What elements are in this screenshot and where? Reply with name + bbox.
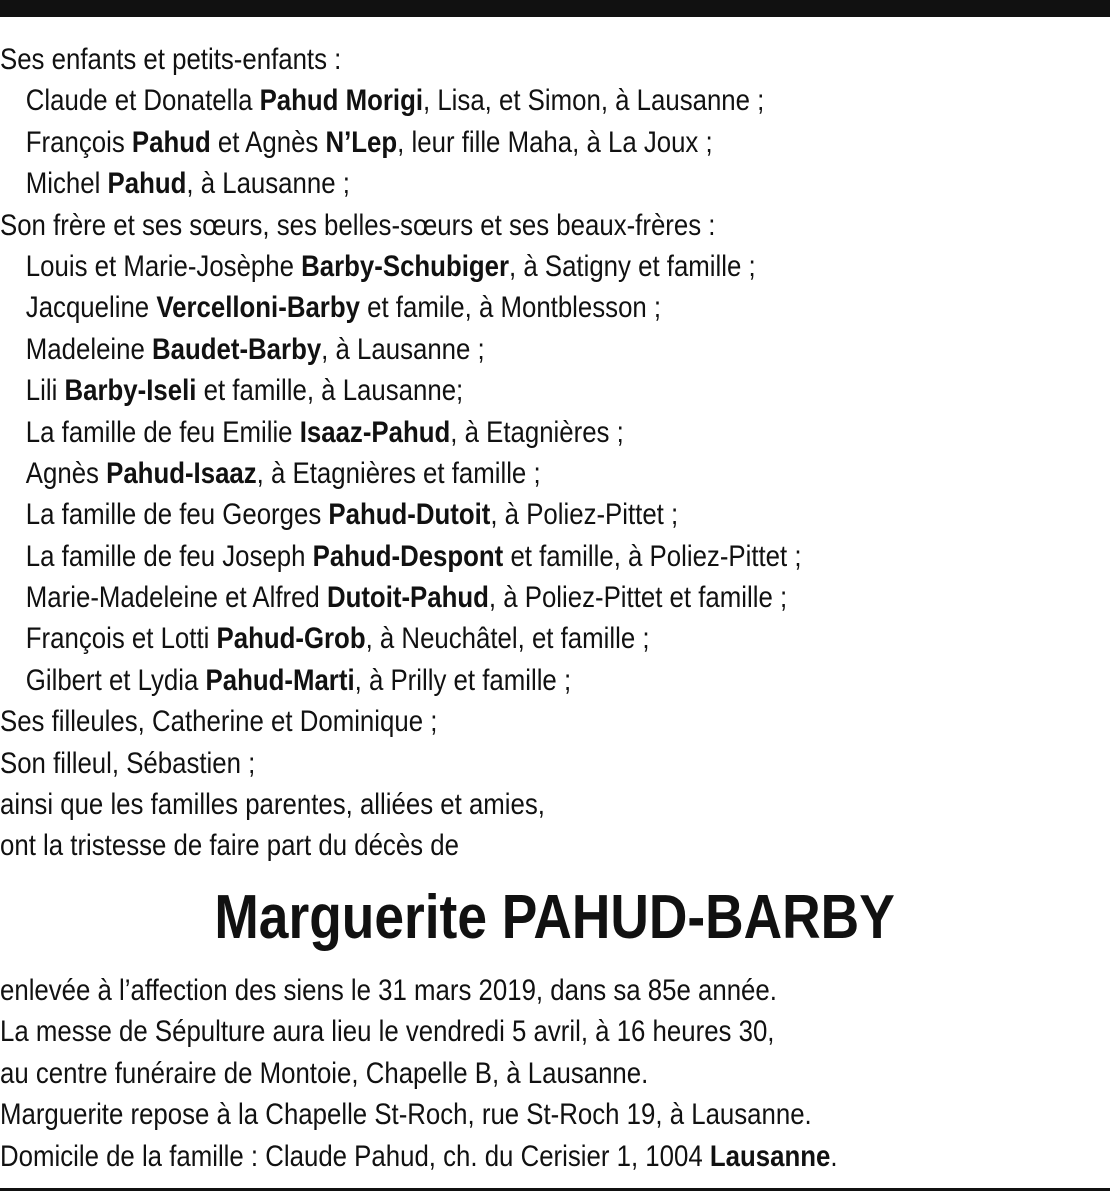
sibling-given-names: La famille de feu Georges — [25, 498, 329, 532]
sibling-given-names: Madeleine — [25, 332, 153, 366]
sibling-given-names: Lili — [25, 374, 65, 408]
child-line — [0, 80, 955, 121]
details-line: Marguerite repose à la Chapelle St-Roch, rue St-Roch 19, à Lausanne. — [0, 1098, 812, 1132]
sibling-given-names: Gilbert et Lydia — [25, 663, 206, 697]
sibling-surname: Pahud-Despont — [312, 539, 504, 573]
sibling-details: , à Etagnières ; — [450, 415, 624, 449]
child-details: , Lisa, et Simon, à Lausanne ; — [422, 84, 765, 118]
goddaughters-line: Ses filleules, Catherine et Dominique ; — [0, 705, 438, 739]
partner-surname: N’Lep — [325, 125, 398, 159]
domicile-line — [0, 1136, 955, 1177]
sibling-line — [0, 412, 955, 453]
children-heading: Ses enfants et petits-enfants : — [0, 43, 342, 76]
child-line — [0, 163, 955, 204]
sibling-details: , à Etagnières et famille ; — [256, 456, 541, 490]
details-line: La messe de Sépulture aura lieu le vendredi 5 avril, à 16 heures 30, — [0, 1015, 775, 1049]
sibling-line — [0, 329, 955, 370]
sibling-details: , à Satigny et famille ; — [509, 249, 756, 283]
sibling-details: , à Neuchâtel, et famille ; — [365, 622, 650, 656]
sibling-surname: Vercelloni-Barby — [156, 291, 360, 325]
child-details: et Agnès — [210, 125, 326, 159]
child-surname: Pahud Morigi — [259, 84, 423, 118]
godson-line: Son filleul, Sébastien ; — [0, 746, 256, 780]
sibling-line — [0, 577, 955, 618]
sibling-surname: Isaaz-Pahud — [299, 415, 451, 449]
sibling-given-names: Jacqueline — [25, 291, 157, 325]
sibling-given-names: Agnès — [25, 456, 107, 490]
funeral-details — [0, 970, 1110, 1177]
sibling-details: et famille, à Lausanne; — [196, 374, 464, 408]
domicile-city: Lausanne — [709, 1139, 831, 1173]
domicile-period: . — [830, 1139, 838, 1173]
siblings-heading: Son frère et ses sœurs, ses belles-sœurs et ses beaux-frères : — [0, 208, 716, 242]
sibling-line — [0, 287, 955, 328]
child-surname: Pahud — [131, 125, 211, 159]
sibling-surname: Pahud-Grob — [216, 622, 366, 656]
sibling-line — [0, 370, 955, 411]
details-line: enlevée à l’affection des siens le 31 mars 2019, dans sa 85e année. — [0, 974, 777, 1007]
sibling-surname: Pahud-Dutoit — [328, 498, 491, 532]
family-list — [0, 39, 1110, 867]
details-line: au centre funéraire de Montoie, Chapelle B, à Lausanne. — [0, 1056, 649, 1090]
sibling-line — [0, 494, 955, 535]
child-given-names: Claude et Donatella — [25, 84, 260, 118]
sibling-surname: Baudet-Barby — [152, 332, 322, 366]
sibling-surname: Pahud-Isaaz — [106, 456, 257, 490]
domicile-address: Domicile de la famille : Claude Pahud, ch. du Cerisier 1, 1004 — [0, 1139, 710, 1173]
sibling-details: et famille, à Poliez-Pittet ; — [503, 539, 802, 573]
announcement-line: ont la tristesse de faire part du décès de — [0, 829, 459, 863]
top-border-rule — [0, 0, 1110, 17]
sibling-surname: Barby-Iseli — [64, 374, 197, 408]
sibling-surname: Dutoit-Pahud — [326, 581, 489, 615]
deceased-name — [0, 878, 1110, 958]
sibling-details: , à Poliez-Pittet et famille ; — [488, 581, 788, 615]
sibling-line — [0, 246, 955, 287]
sibling-details: et famile, à Montblesson ; — [359, 291, 662, 325]
relatives-line: ainsi que les familles parentes, alliées et amies, — [0, 788, 545, 822]
sibling-line — [0, 536, 955, 577]
sibling-line — [0, 453, 955, 494]
bottom-border-rule — [0, 1188, 1110, 1191]
child-given-names: Michel — [25, 167, 108, 201]
sibling-details: , à Lausanne ; — [321, 332, 485, 366]
sibling-surname: Pahud-Marti — [205, 663, 355, 697]
child-details: , leur fille Maha, à La Joux ; — [397, 125, 713, 159]
child-given-names: François — [25, 125, 132, 159]
sibling-given-names: Louis et Marie-Josèphe — [25, 249, 302, 283]
sibling-line — [0, 618, 955, 659]
sibling-given-names: Marie-Madeleine et Alfred — [25, 581, 327, 615]
sibling-details: , à Prilly et famille ; — [354, 663, 572, 697]
child-surname: Pahud — [107, 167, 187, 201]
sibling-surname: Barby-Schubiger — [301, 249, 510, 283]
sibling-given-names: François et Lotti — [25, 622, 217, 656]
sibling-line — [0, 660, 955, 701]
child-details: , à Lausanne ; — [186, 167, 350, 201]
sibling-given-names: La famille de feu Joseph — [25, 539, 313, 573]
child-line — [0, 122, 955, 163]
sibling-given-names: La famille de feu Emilie — [25, 415, 300, 449]
deceased-name-text: Marguerite PAHUD-BARBY — [214, 883, 896, 952]
sibling-details: , à Poliez-Pittet ; — [490, 498, 679, 532]
